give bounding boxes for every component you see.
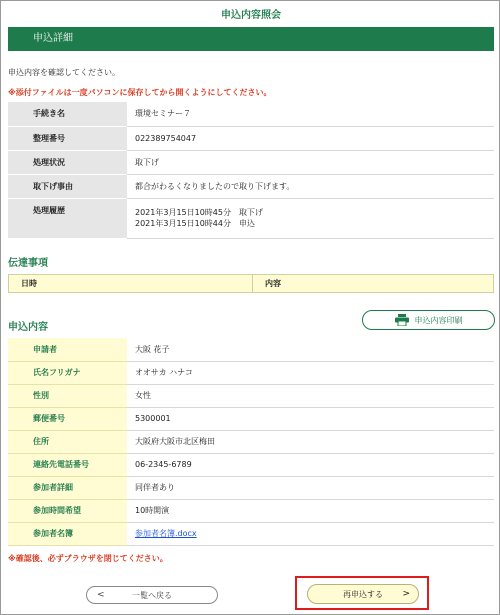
application-row (8, 453, 494, 476)
detail-label: 取下げ事由 (8, 174, 127, 198)
application-label: 参加時間希望 (8, 499, 127, 522)
application-row (8, 430, 494, 453)
application-table (8, 338, 494, 546)
application-value-attachment (127, 522, 494, 545)
application-label: 申請者 (8, 338, 127, 361)
application-row (8, 522, 494, 545)
detail-value: 環境セミナー７ (127, 102, 494, 126)
detail-row-reference-number (8, 126, 494, 150)
application-value: 大阪 花子 (127, 338, 494, 361)
application-label: 郵便番号 (8, 407, 127, 430)
intro-text: 申込内容を確認してください。 (8, 68, 120, 77)
detail-label: 整理番号 (8, 126, 127, 150)
application-label: 性別 (8, 384, 127, 407)
back-button-label: 一覧へ戻る (132, 590, 172, 600)
application-value: 06-2345-6789 (127, 453, 494, 476)
detail-row-withdraw-reason (8, 174, 494, 198)
section-header-application-detail: 申込詳細 (8, 27, 494, 51)
application-value: 10時開演 (127, 499, 494, 522)
detail-label: 処理状況 (8, 150, 127, 174)
chevron-left-icon: < (97, 590, 105, 600)
page-title: 申込内容照会 (221, 10, 281, 21)
detail-value: 022389754047 (127, 126, 494, 150)
print-button-label: 申込内容印刷 (414, 315, 463, 325)
detail-row-status (8, 150, 494, 174)
application-value: 女性 (127, 384, 494, 407)
application-row (8, 338, 494, 361)
notice-col-date: 日時 (9, 275, 253, 292)
application-row (8, 384, 494, 407)
application-row (8, 476, 494, 499)
reapply-button-label: 再申込する (343, 589, 383, 599)
application-label: 連絡先電話番号 (8, 453, 127, 476)
application-row (8, 499, 494, 522)
back-to-list-button[interactable] (86, 586, 218, 604)
application-value: 5300001 (127, 407, 494, 430)
detail-value: 都合がわるくなりましたので取り下げます。 (127, 174, 494, 198)
print-application-button[interactable] (362, 310, 495, 330)
detail-value-history (127, 198, 494, 238)
detail-value: 取下げ (127, 150, 494, 174)
application-label: 氏名フリガナ (8, 361, 127, 384)
application-value: オオサカ ハナコ (127, 361, 494, 384)
detail-row-history (8, 198, 494, 238)
reapply-button[interactable] (307, 584, 419, 604)
application-row (8, 361, 494, 384)
application-value: 大阪府大阪市北区梅田 (127, 430, 494, 453)
application-label: 住所 (8, 430, 127, 453)
reapply-highlight-box (295, 576, 429, 610)
application-label: 参加者詳細 (8, 476, 127, 499)
detail-table (8, 102, 494, 239)
detail-row-procedure (8, 102, 494, 126)
history-entry: 2021年3月15日10時44分 申込 (135, 219, 255, 228)
application-label: 参加者名簿 (8, 522, 127, 545)
history-entry: 2021年3月15日10時45分 取下げ (135, 208, 263, 217)
application-value: 同伴者あり (127, 476, 494, 499)
chevron-right-icon: > (402, 589, 410, 599)
attachment-warning: ※添付ファイルは一度パソコンに保存してから開くようにしてください。 (8, 88, 272, 97)
printer-icon (395, 314, 409, 326)
attachment-link[interactable]: 参加者名簿.docx (135, 529, 197, 538)
notice-col-content: 内容 (265, 279, 281, 288)
close-browser-warning: ※確認後、必ずブラウザを閉じてください。 (8, 554, 168, 563)
application-section-title: 申込内容 (8, 322, 48, 333)
detail-label: 手続き名 (8, 102, 127, 126)
detail-label: 処理履歴 (8, 198, 127, 238)
application-row (8, 407, 494, 430)
notice-table-header (8, 274, 494, 293)
notice-section-title: 伝達事項 (8, 258, 48, 269)
